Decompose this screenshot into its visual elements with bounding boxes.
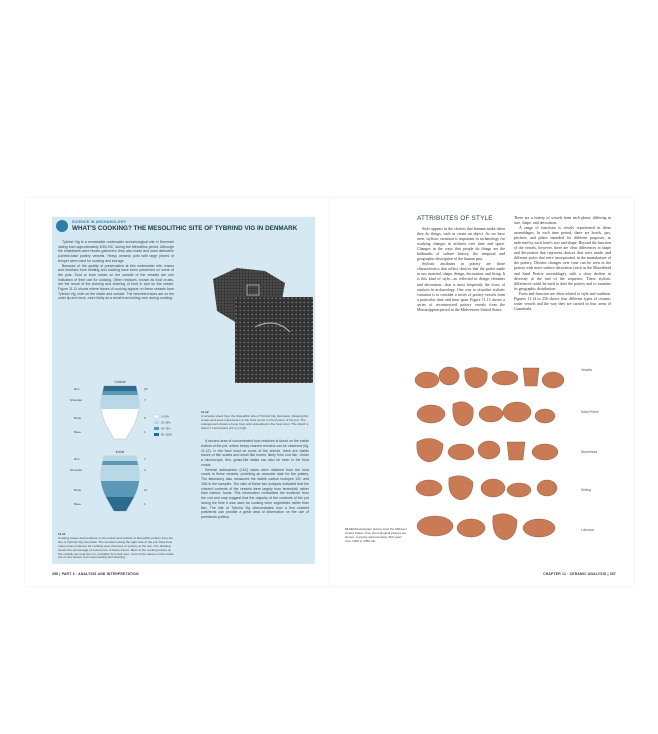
legend-label: 80–100% (161, 433, 172, 437)
legend-label: 0–19% (161, 415, 170, 419)
paragraph: Form and function are often related to style and tradition. Figures 11.14 to 256 shows four different types of ceramic water vessels and the way they are carried in four areas of Guatemala. (514, 290, 611, 311)
mississippian-pottery-figure (413, 356, 569, 551)
outside-label: Outside (114, 380, 126, 384)
part-label: Body (74, 416, 82, 420)
phase-label: Lohmann (581, 528, 595, 532)
paragraph: There are a variety of vessels from each phase, differing in size, shape, and decoration. (514, 215, 611, 226)
folio-left: 356 | PART 3 · ANALYSIS AND INTERPRETATION (52, 572, 139, 576)
part-label: Shoulder (70, 398, 83, 402)
count-label: 1 (144, 502, 146, 506)
box-body-text (58, 240, 174, 301)
figure-number: 11.12 (201, 410, 209, 414)
legend-label: 20–39% (161, 421, 171, 425)
part-label: Rim (74, 387, 80, 391)
paragraph: Tybrind Vig is a remarkable underwater archaeological site in Denmark dating from approximately 4000 BC, during the Mesolithic period. Although the inhabitants were hunter-gatherers, they also made and used distinctive pointed-base pottery vessels. Heavy ceramic pots with large pieces of temper were used for cooking and storage. (58, 240, 174, 263)
science-badge-icon (56, 220, 68, 232)
figure-number: 11.11 (58, 532, 66, 536)
caption-text: A ceramic sherd from the Mesolithic site of Tybrind Vig, Denmark, showing fish scales and seed impressions in the food crusts on the bottom of the pot. The enlargement shows a bone from and embedded in the food crust. The sherd is about 7 centimeters (2¾ in.) high. (201, 413, 309, 430)
vessel-residue-diagram (60, 377, 182, 527)
paragraph: Because of the quality of preservation at this underwater site, traces and residues from heating and cooking have been preserved on some of the pots. Soot or burn marks on the outside of the vessels are one indication of their use for cooking. Other residues, known as food crusts, are the result of the burning and charring of food in and on the vessel. Figure 11.11 shows where traces of cooking appear on these vessels from Tybrind Vig, both on the inside and outside. The heaviest traces are on the outer lip and neck, more likely as a result from boiling over during cooking. (58, 263, 174, 301)
part-label: Rim (74, 457, 80, 461)
box-title: WHAT'S COOKING? THE MESOLITHIC SITE OF TYBRIND VIG IN DENMARK (72, 225, 298, 232)
paragraph: A second area of concentrated food residues is found on the inside bottom of the pot, where heavy charred remains can be observed (fig. 11.12). In the food crust on some of the sherds, there are visible traces of fish scales and small fish bones, likely from cod fish. Under a microscope, thin, grass-like stalks can also be seen in the food crusts. (201, 439, 309, 467)
figure-caption (345, 528, 407, 544)
sherd-enlargement-photo (235, 297, 313, 383)
paragraph: Stylistic attributes in pottery are those characteristics that reflect choices that the potter made in raw material, shape, design, decoration, and firing. It is this kind of style—as reflected in design elements and decoration—that is most frequently the focus of analysis in archaeology. One way to visualize stylistic variation is to consider a series of pottery vessels from a particular time and time span. Figure 11.13 shows a series of reconstructed pottery vessels from the Mississippian period in the Midwestern United States. (417, 261, 505, 312)
phase-label: Moorehead (581, 450, 598, 454)
phase-label: Vessels (581, 368, 592, 372)
count-label: 1 (144, 430, 146, 434)
text-column-1 (417, 226, 505, 312)
part-label: Shoulder (70, 468, 83, 472)
section-heading: ATTRIBUTES OF STYLE (417, 215, 493, 222)
figure-caption (58, 533, 176, 560)
text-column-2 (514, 215, 611, 311)
sidebar-box (52, 217, 315, 564)
caption-text: Mississippian pottery from the Midwest United States. Five chronological phases are shown, covering approximately 300 years from 1050 to 1350 AD. (345, 527, 407, 543)
count-label: 5 (144, 416, 146, 420)
book-spread (25, 198, 634, 586)
figure-number: 11.13 (345, 527, 353, 531)
phase-label: Sand Prairie (581, 410, 599, 414)
box-kicker: SCIENCE IN ARCHAEOLOGY (72, 220, 127, 224)
count-label: 11 (144, 488, 148, 492)
count-label: 7 (144, 398, 146, 402)
folio-right: CHAPTER 11 · CERAMIC ANALYSIS | 357 (543, 572, 616, 576)
gutter-shadow (329, 198, 330, 586)
legend-label: 40–79% (161, 427, 171, 431)
count-label: 4 (144, 468, 146, 472)
box-body-text-2 (201, 439, 309, 520)
paragraph: Several radiocarbon (14C) dates were obtained from the food crusts in these vessels, providing an accurate date for the pottery. The laboratory also measured the stable carbon isotopes 13C and 15N in the samples. The ratio of these two isotopes indicated that the charred contents of the vessels were largely from terrestrial, rather than marine, foods. This information contradicts the evidence from the cod and may suggest that the majority of the contents of the pot during the time it was used for cooking were vegetables rather than fish. The site of Tybrind Vig demonstrates how a few charred potsherds can provide a great deal of information on the use of prehistoric pottery. (201, 467, 309, 519)
count-label: 7 (144, 457, 146, 461)
phase-label: Stirling (581, 488, 591, 492)
figure-caption (201, 411, 309, 431)
count-label: 22 (144, 387, 148, 391)
caption-text: Cooking traces and residues on the inside and outside of Mesolithic pottery from the site of Tybrind Vig, Denmark. The numbers along the right side of the pot show how many times evidence for cooking was observed on pottery at the site. The shading shows the percentage of occurrence of these traces. Most of the cooking traces on the outside are near the rim, probably from boil over; most of the traces on the inside are on the bottom from overcooking and charring. (58, 535, 174, 560)
inside-label: Inside (115, 450, 125, 454)
paragraph: A range of functions is clearly represented in these assemblages. In each time period, there are bowls, jars, pitchers, and plates intended for different purposes, as indicated by each form's size and shape. Beyond the function of the vessels, however, there are clear differences in shape and decoration that represent choices that were made, and different styles that were incorporated, in the manufacture of the pottery. Distinct changes over time can be seen in the pottery with more surface decoration (such as the Moorehead and Sand Prairie assemblage), with a clear decline in diversity at the end of the sequence. These stylistic differences could be used to date the pottery and to examine its geographic distribution. (514, 225, 611, 291)
part-label: Base (74, 430, 82, 434)
part-label: Base (74, 502, 82, 506)
part-label: Body (74, 488, 82, 492)
paragraph: Style appears in the choices that humans make when they do things, such as create an object. As we have seen, stylistic variation is important in archaeology for studying changes in artifacts over time and space. Changes in the ways that people do things are the hallmarks of culture history, the temporal and geographic description of the human past. (417, 226, 505, 262)
